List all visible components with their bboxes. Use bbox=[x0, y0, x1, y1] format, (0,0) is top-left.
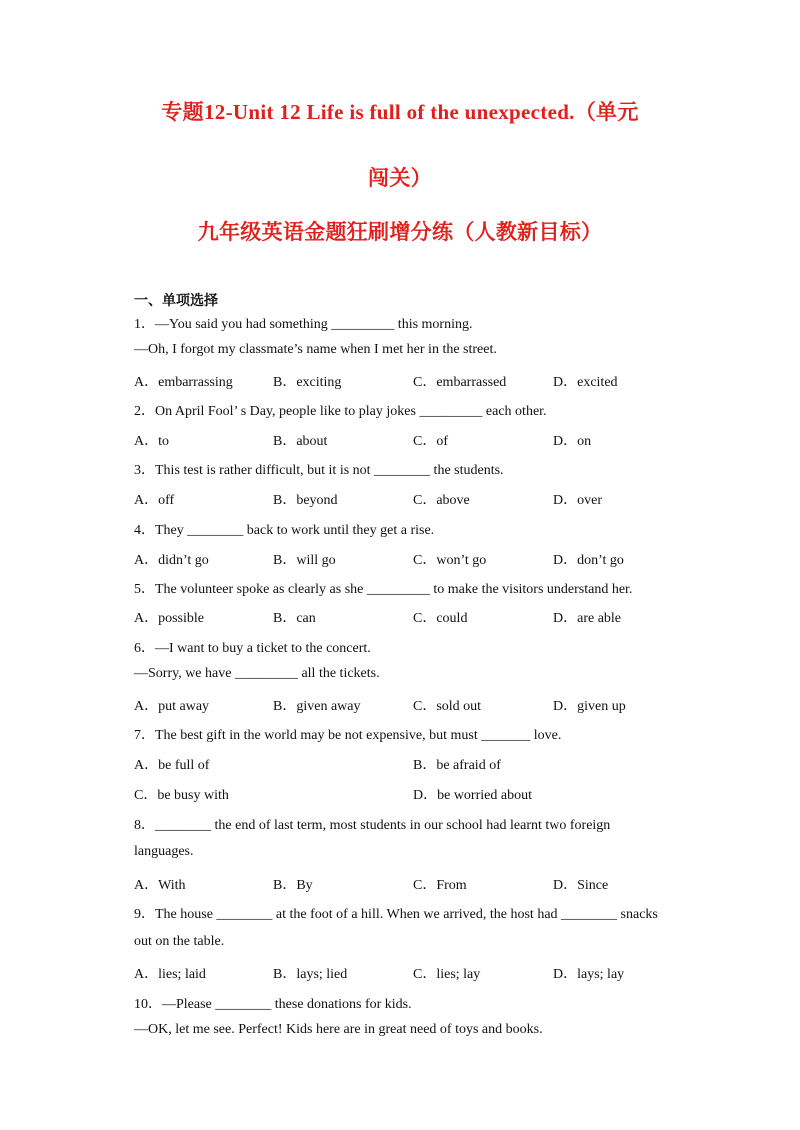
page-title-line1: 专题12-Unit 12 Life is full of the unexpected.（单元 bbox=[161, 100, 639, 124]
question-2-line-1: 2．On April Fool’ s Day, people like to play jokes _________ each other. bbox=[134, 404, 547, 419]
question-3-option-a: A．off bbox=[134, 493, 175, 508]
question-7-option-b: B．be afraid of bbox=[413, 758, 501, 773]
question-8-option-b: B．By bbox=[273, 878, 313, 893]
question-4-line-1: 4．They ________ back to work until they get a rise. bbox=[134, 523, 435, 538]
question-4-option-d: D．don’t go bbox=[553, 553, 624, 568]
question-8-option-a: A．With bbox=[134, 878, 186, 893]
question-9-line-1: 9．The house ________ at the foot of a hill. When we arrived, the host had ________ snacks bbox=[134, 907, 658, 922]
section-heading: 一、单项选择 bbox=[134, 293, 218, 309]
question-9-option-c: C．lies; lay bbox=[413, 967, 481, 982]
question-7-option-d: D．be worried about bbox=[413, 788, 532, 803]
question-9-option-a: A．lies; laid bbox=[134, 967, 206, 982]
question-2-option-d: D．on bbox=[553, 434, 592, 449]
question-1-option-a: A．embarrassing bbox=[134, 375, 233, 390]
question-9-option-b: B．lays; lied bbox=[273, 967, 348, 982]
question-6-option-a: A．put away bbox=[134, 699, 210, 714]
question-6-option-d: D．given up bbox=[553, 699, 626, 714]
question-8-line-2: languages. bbox=[134, 844, 194, 859]
question-2-option-c: C．of bbox=[413, 434, 448, 449]
question-9-option-d: D．lays; lay bbox=[553, 967, 625, 982]
question-1-line-1: 1．—You said you had something _________ this morning. bbox=[134, 317, 473, 332]
question-4-option-c: C．won’t go bbox=[413, 553, 487, 568]
question-9-line-2: out on the table. bbox=[134, 934, 225, 949]
question-3-line-1: 3．This test is rather difficult, but it is not ________ the students. bbox=[134, 463, 504, 478]
question-7-option-c: C．be busy with bbox=[134, 788, 229, 803]
question-5-option-b: B．can bbox=[273, 611, 316, 626]
question-1-option-b: B．exciting bbox=[273, 375, 342, 390]
question-10-line-1: 10．—Please ________ these donations for kids. bbox=[134, 997, 412, 1012]
question-3-option-c: C．above bbox=[413, 493, 470, 508]
question-1-option-d: D．excited bbox=[553, 375, 618, 390]
page-subtitle: 九年级英语金题狂刷增分练（人教新目标） bbox=[197, 220, 603, 244]
question-5-option-a: A．possible bbox=[134, 611, 204, 626]
question-7-option-a: A．be full of bbox=[134, 758, 210, 773]
question-6-option-c: C．sold out bbox=[413, 699, 482, 714]
question-5-option-d: D．are able bbox=[553, 611, 622, 626]
question-8-option-d: D．Since bbox=[553, 878, 609, 893]
question-8-line-1: 8．________ the end of last term, most students in our school had learnt two foreign bbox=[134, 818, 611, 833]
page-title-line2: 闯关） bbox=[368, 166, 432, 190]
question-5-option-c: C．could bbox=[413, 611, 468, 626]
question-10-line-2: —OK, let me see. Perfect! Kids here are in great need of toys and books. bbox=[134, 1022, 543, 1037]
question-5-line-1: 5．The volunteer spoke as clearly as she _________ to make the visitors understand her. bbox=[134, 582, 633, 597]
question-3-option-b: B．beyond bbox=[273, 493, 338, 508]
question-7-line-1: 7．The best gift in the world may be not expensive, but must _______ love. bbox=[134, 728, 562, 743]
question-2-option-a: A．to bbox=[134, 434, 169, 449]
question-3-option-d: D．over bbox=[553, 493, 602, 508]
question-4-option-a: A．didn’t go bbox=[134, 553, 209, 568]
question-8-option-c: C．From bbox=[413, 878, 467, 893]
question-2-option-b: B．about bbox=[273, 434, 328, 449]
question-6-option-b: B．given away bbox=[273, 699, 361, 714]
question-6-line-1: 6．—I want to buy a ticket to the concert. bbox=[134, 641, 371, 656]
question-6-line-2: —Sorry, we have _________ all the tickets. bbox=[134, 666, 380, 681]
question-4-option-b: B．will go bbox=[273, 553, 336, 568]
question-1-line-2: —Oh, I forgot my classmate’s name when I met her in the street. bbox=[134, 342, 497, 357]
question-1-option-c: C．embarrassed bbox=[413, 375, 507, 390]
